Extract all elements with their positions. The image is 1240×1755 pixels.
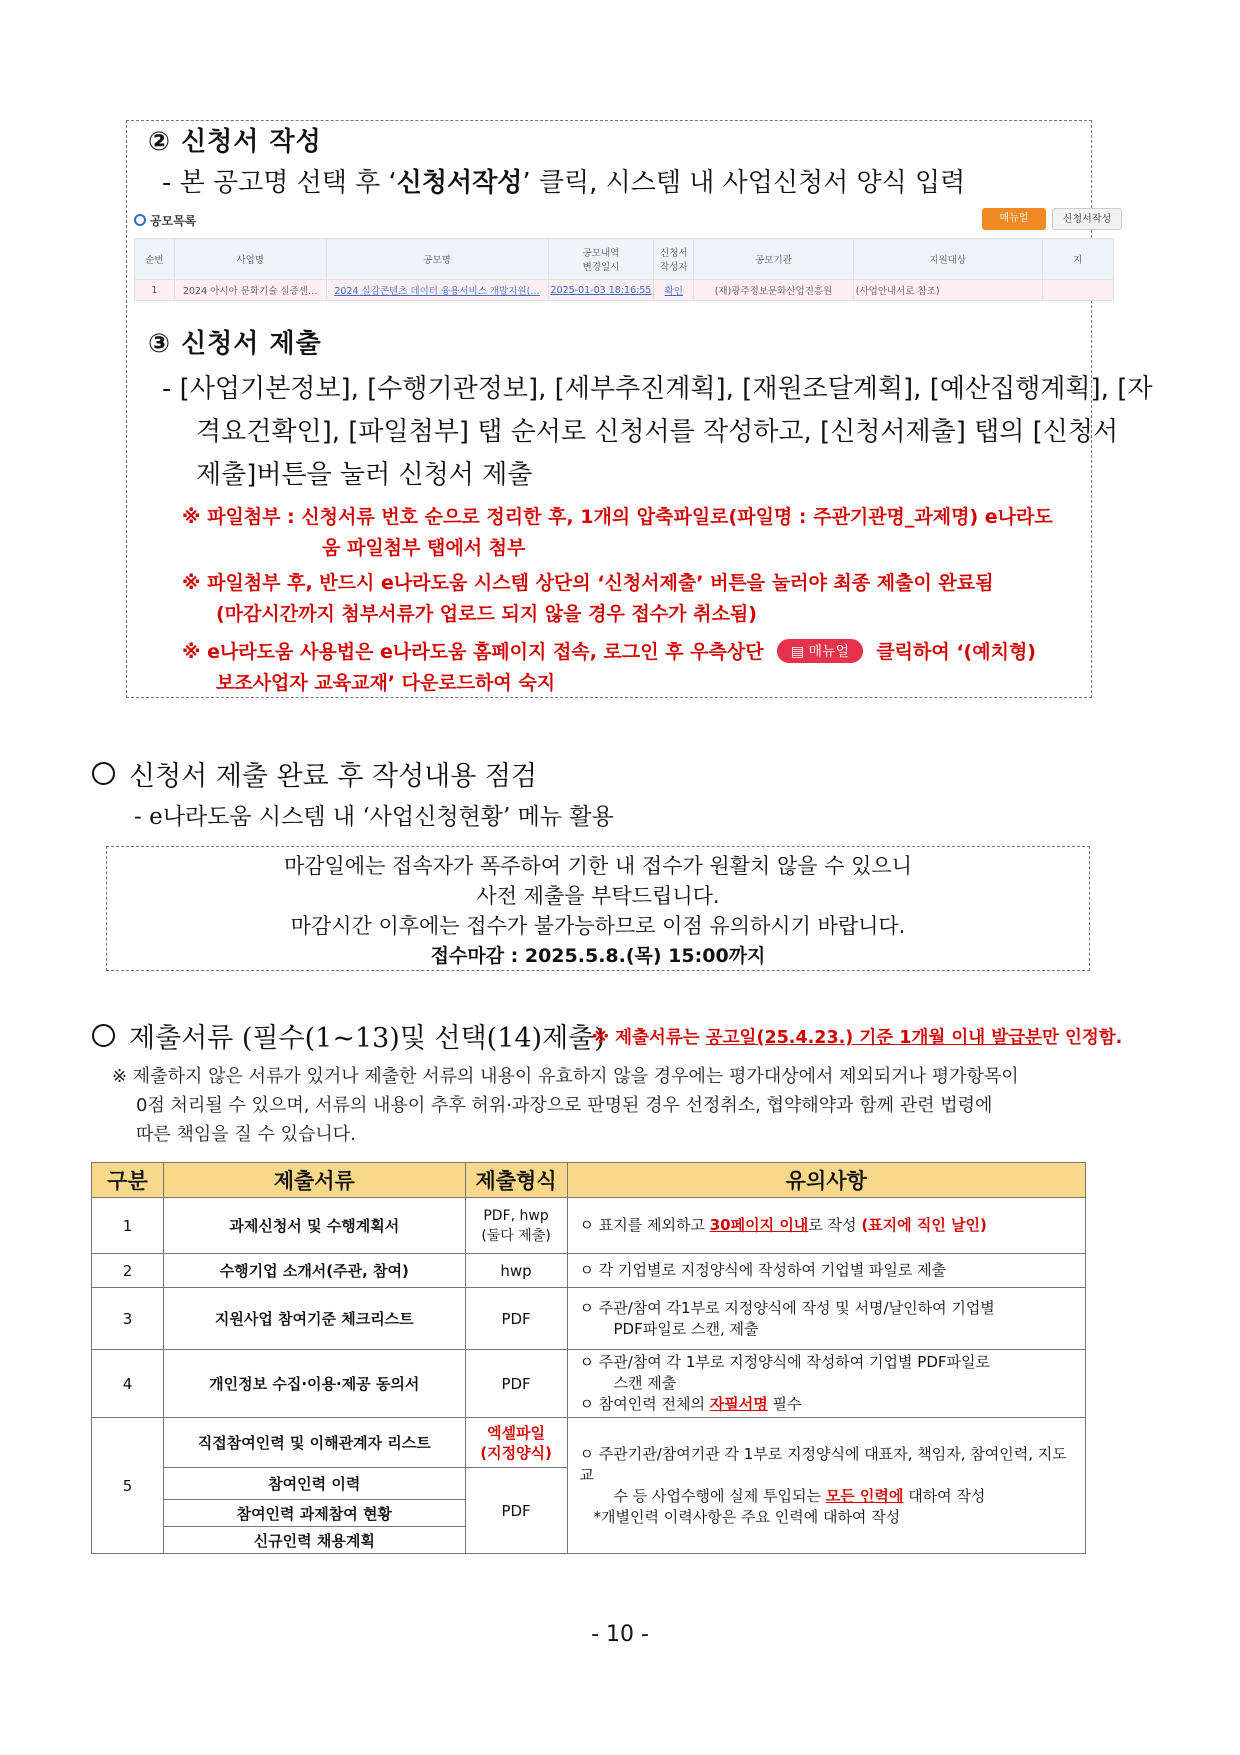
doc-note: ㅇ 주관/참여 각 1부로 지정양식에 작성하여 기업별 PDF파일로 스캔 제출 ㅇ 참여인력 전체의 자필서명 필수 [567, 1350, 1085, 1418]
doc-format: 엑셀파일 (지정양식) [465, 1418, 567, 1468]
row-cell: (재)광주정보문화산업진흥원 [694, 280, 854, 301]
notice-line: 마감시간 이후에는 접수가 불가능하므로 이점 유의하시기 바랍니다. [290, 914, 906, 938]
page-number: - 10 - [591, 1622, 649, 1647]
row-cell: 1 [135, 280, 175, 301]
table-header-row [92, 1163, 1086, 1198]
step2-title: ② 신청서 작성 [148, 127, 322, 157]
row-number: 3 [92, 1288, 164, 1350]
docs-warning-l3: 따른 책임을 질 수 있습니다. [136, 1124, 356, 1145]
step3-line2: 격요건확인], [파일첨부] 탭 순서로 신청서를 작성하고, [신청서제출] 탭의 [신청서 [196, 417, 1119, 447]
notice-deadline: 접수마감 : 2025.5.8.(목) 15:00까지 [430, 945, 766, 967]
header-cell: 사업명 [174, 239, 326, 280]
contest-list-panel [134, 208, 1112, 312]
documents-table [91, 1162, 1086, 1554]
doc-name: 개인정보 수집·이용·제공 동의서 [163, 1350, 465, 1418]
bullet-icon [134, 214, 146, 226]
manual-pill-icon: ▤ 매뉴얼 [777, 639, 863, 663]
doc-name: 참여인력 과제참여 현황 [163, 1500, 465, 1527]
note-file-attach-cont: 움 파일첨부 탭에서 첨부 [322, 537, 526, 559]
table-row [92, 1254, 1086, 1288]
header-cell: 구분 [92, 1163, 164, 1198]
header-cell: 공모기관 [694, 239, 854, 280]
table-row[interactable] [135, 280, 1114, 301]
step3-title: ③ 신청서 제출 [148, 329, 322, 359]
note-deadline-cancel: (마감시간까지 첨부서류가 업로드 되지 않을 경우 접수가 취소됨) [216, 603, 757, 625]
doc-name: 과제신청서 및 수행계획서 [163, 1198, 465, 1254]
header-cell: 유의사항 [567, 1163, 1085, 1198]
doc-note: ㅇ 주관/참여 각1부로 지정양식에 작성 및 서명/날인하여 기업별 PDF파일로 스캔, 제출 [567, 1288, 1085, 1350]
table-row [92, 1198, 1086, 1254]
doc-format: PDF [465, 1288, 567, 1350]
contest-table [134, 238, 1114, 301]
table-row [92, 1288, 1086, 1350]
doc-format: hwp [465, 1254, 567, 1288]
header-cell: 공모명 [326, 239, 548, 280]
notice-line: 마감일에는 접속자가 폭주하여 기한 내 접수가 원활치 않을 수 있으니 [283, 854, 913, 878]
row-number: 2 [92, 1254, 164, 1288]
header-cell: 지원대상 [853, 239, 1042, 280]
doc-note: ㅇ 주관기관/참여기관 각 1부로 지정양식에 대표자, 책임자, 참여인력, 지도교 수 등 사업수행에 실제 투입되는 모든 인력에 대하여 작성 *개별인력 이력사항은 주요 인력에 대하여 작성 [567, 1418, 1085, 1554]
check-section-sub: - e나라도움 시스템 내 ‘사업신청현황’ 메뉴 활용 [134, 804, 614, 830]
contest-name-link[interactable]: 2024 실감콘텐츠 데이터 융용서비스 개발지원(… [326, 280, 548, 301]
doc-format: PDF [465, 1468, 567, 1554]
header-cell: 공모내역 변경일시 [548, 239, 654, 280]
header-cell: 지 [1042, 239, 1113, 280]
header-cell: 순번 [135, 239, 175, 280]
docs-section-title: 제출서류 (필수(1~13)및 선택(14)제출) [92, 1016, 605, 1055]
note-usage: ※ e나라도움 사용법은 e나라도움 홈페이지 접속, 로그인 후 우측상단 ▤ 매뉴얼 클릭하여 ‘(예치형) [182, 641, 1036, 663]
note-usage-cont: 보조사업자 교육교재’ 다운로드하여 숙지 [216, 672, 556, 694]
doc-name: 신규인력 채용계획 [163, 1527, 465, 1554]
note-file-attach: ※ 파일첨부 : 신청서류 번호 순으로 정리한 후, 1개의 압축파일로(파일명 : 주관기관명_과제명) e나라도 [182, 506, 1053, 528]
row-cell: (사업안내서로 참조) [853, 280, 1042, 301]
confirm-link[interactable]: 확인 [654, 280, 694, 301]
table-row [92, 1418, 1086, 1468]
step2-description: - 본 공고명 선택 후 ‘신청서작성’ 클릭, 시스템 내 사업신청서 양식 입력 [162, 168, 966, 198]
circle-bullet-icon [92, 1024, 115, 1047]
row-number: 4 [92, 1350, 164, 1418]
circle-bullet-icon [92, 762, 115, 785]
row-cell: 2024 아시아 문화기술 실증센… [174, 280, 326, 301]
table-row [92, 1350, 1086, 1418]
check-section-title: 신청서 제출 완료 후 작성내용 점검 [92, 754, 537, 793]
doc-name: 참여인력 이력 [163, 1468, 465, 1500]
row-cell [1042, 280, 1113, 301]
docs-warning-l1: ※ 제출하지 않은 서류가 있거나 제출한 서류의 내용이 유효하지 않을 경우에는 평가대상에서 제외되거나 평가항목이 [112, 1066, 1019, 1087]
deadline-notice-box [106, 846, 1090, 971]
manual-button[interactable]: 매뉴얼 [982, 208, 1046, 230]
docs-warning-l2: 0점 처리될 수 있으며, 서류의 내용이 추후 허위·과장으로 판명된 경우 선정취소, 협약해약과 함께 관련 법령에 [136, 1095, 993, 1116]
note-submit-button: ※ 파일첨부 후, 반드시 e나라도움 시스템 상단의 ‘신청서제출’ 버튼을 눌러야 최종 제출이 완료됨 [182, 572, 994, 594]
table-header-row [135, 239, 1114, 280]
notice-line: 사전 제출을 부탁드립니다. [476, 884, 720, 908]
doc-name: 수행기업 소개서(주관, 참여) [163, 1254, 465, 1288]
doc-note: ㅇ 표지를 제외하고 30페이지 이내로 작성 (표지에 직인 날인) [567, 1198, 1085, 1254]
doc-name: 직접참여인력 및 이해관계자 리스트 [163, 1418, 465, 1468]
step3-line1: - [사업기본정보], [수행기관정보], [세부추진계획], [재원조달계획], [예산집행계획], [자 [162, 374, 1153, 404]
doc-format: PDF, hwp (둘다 제출) [465, 1198, 567, 1254]
doc-format: PDF [465, 1350, 567, 1418]
row-number: 5 [92, 1418, 164, 1554]
step3-line3: 제출]버튼을 눌러 신청서 제출 [196, 460, 533, 490]
docs-validity-note: ※ 제출서류는 공고일(25.4.23.) 기준 1개월 이내 발급분만 인정함. [592, 1028, 1123, 1048]
header-cell: 제출서류 [163, 1163, 465, 1198]
panel-title: 공모목록 [134, 212, 196, 229]
doc-note: ㅇ 각 기업별로 지정양식에 작성하여 기업별 파일로 제출 [567, 1254, 1085, 1288]
row-number: 1 [92, 1198, 164, 1254]
header-cell: 제출형식 [465, 1163, 567, 1198]
header-cell: 신청서 작성자 [654, 239, 694, 280]
doc-name: 지원사업 참여기준 체크리스트 [163, 1288, 465, 1350]
changed-date-link[interactable]: 2025-01-03 18:16:55 [548, 280, 654, 301]
apply-write-button[interactable]: 신청서작성 [1052, 208, 1122, 230]
